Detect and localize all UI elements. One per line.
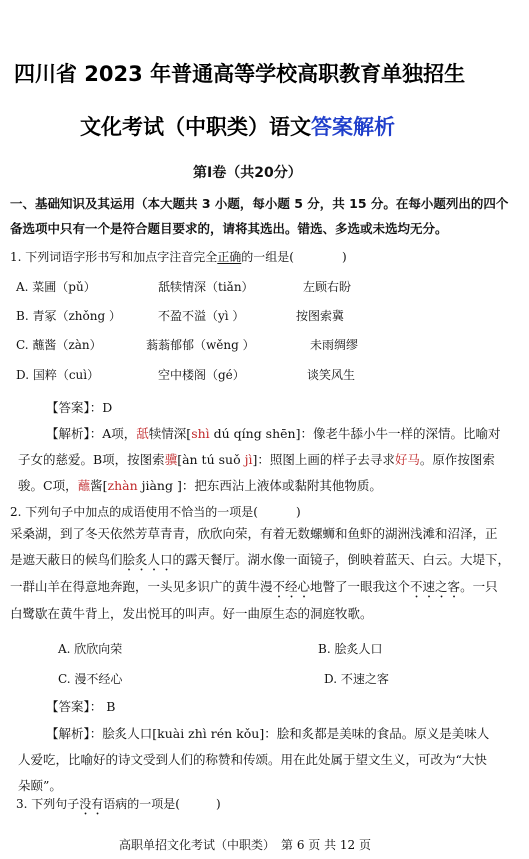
q1-explanation-line3 [18, 476, 382, 494]
q2-passage-line3 [10, 577, 498, 601]
q2-answer: 【答案】： B [46, 699, 116, 714]
exp-text: 犊情深[ [148, 426, 192, 441]
exp-text: 骏。C项， [18, 478, 78, 493]
q1-explanation-line2 [18, 450, 495, 468]
section-heading: 第Ⅰ卷（共20分） [193, 165, 302, 181]
q1-answer: 【答案】：D [46, 400, 113, 415]
q1-option-b-word3: 按图索冀 [296, 309, 345, 323]
q1-option-b-word2: 不盈不溢（yì ） [158, 309, 245, 323]
passage-text: 地瞥了一眼我这个 [310, 579, 411, 594]
q1-option-c: C. 蘸酱（zàn） [16, 338, 102, 352]
q1-stem-close: ) [341, 250, 347, 264]
exp-red-pinyin: shì [191, 426, 210, 441]
q3-stem-text-2: 语病的一项是( [103, 797, 180, 811]
q3-stem-text: 3. 下列句子 [16, 797, 80, 811]
exp-red-char: 骥 [164, 452, 178, 467]
q2-explanation-line2: 人爱吃，比喻好的诗文受到人们的称赞和传颂。用在此处属于望文生义，可改为“大快 [18, 752, 487, 767]
exp-red-pinyin: jì [244, 452, 253, 467]
q2-stem-text: 2. 下列句子中加点的成语使用不恰当的一项是( [10, 505, 258, 519]
q1-stem [10, 248, 347, 265]
exp-red-word: 好马 [394, 452, 420, 467]
q2-passage-line2 [10, 550, 510, 574]
passage-dotted-idiom: 不速之客 [410, 579, 461, 594]
exp-text: [àn tú suǒ [177, 452, 245, 467]
q2-stem [10, 503, 301, 520]
q1-option-c-word2: 蓊蓊郁郁（wěng ） [146, 338, 255, 352]
q1-option-d: D. 国粹（cuì） [16, 368, 100, 382]
q2-explanation-line1: 【解析】：脍炙人口[kuài zhì rén kǒu]：脍和炙都是美味的食品。原义是美味人 [46, 726, 490, 741]
part-title-line2: 备选项中只有一个是符合题目要求的，请将其选出。错选、多选或未选均无分。 [10, 221, 448, 236]
exp-text: 子女的慈爱。B项，按图索 [18, 452, 165, 467]
q1-stem-text: 1. 下列词语字形书写和加点字注音完全 [10, 250, 218, 264]
exp-text: dú qíng shēn]：像老牛舔小牛一样的深情。比喻对 [209, 426, 501, 441]
q1-stem-emphasis: 正确 [217, 250, 242, 264]
page-title-line2 [80, 111, 395, 141]
q1-stem-text-2: 的一组是( [241, 250, 294, 264]
passage-text: 的露天餐厅。湖水像一面镜子，倒映着蓝天、白云。大堤下， [172, 552, 511, 567]
q3-stem-close: ) [215, 797, 221, 811]
exp-red-char: 蘸 [77, 478, 91, 493]
q2-explanation-line3: 朵颐”。 [18, 778, 62, 793]
q1-explanation-line1 [46, 424, 500, 442]
exp-text: 酱[ [90, 478, 108, 493]
q1-option-d-word3: 谈笑风生 [307, 368, 356, 382]
exp-text: 。原作按图索 [419, 452, 495, 467]
q2-passage-line1: 采桑湖，到了冬天依然芳草青青，欣欣向荣，有着无数螺蛳和鱼虾的湖洲浅滩和沼泽，正 [10, 526, 498, 541]
q2-stem-close: ) [295, 505, 301, 519]
q1-option-c-word3: 未雨绸缪 [310, 338, 359, 352]
q1-option-a: A. 菜圃（pǔ） [16, 280, 96, 294]
passage-text: 一群山羊在得意地奔跑，一头见多识广的黄牛漫 [10, 579, 273, 594]
q2-passage-line4: 白鹭歇在黄牛背上，发出悦耳的叫声。好一曲原生态的洞庭牧歌。 [10, 606, 373, 621]
page-footer: 高职单招文化考试（中职类） 第 6 页 共 12 页 [119, 838, 371, 852]
exp-red-char: 舐 [136, 426, 149, 441]
part-title-line1: 一、基础知识及其运用（本大题共 3 小题，每小题 5 分，共 15 分。在每小题列出的四个 [10, 196, 509, 211]
passage-text: 是遮天蔽日的候鸟们 [10, 552, 123, 567]
exp-red-pinyin: zhàn [107, 478, 138, 493]
q1-option-a-word3: 左顾右盼 [303, 280, 352, 294]
title-black-part: 文化考试（中职类）语文 [80, 115, 311, 139]
title-blue-part: 答案解析 [311, 115, 395, 139]
q1-option-a-word2: 舐犊情深（tiǎn） [158, 280, 254, 294]
exp-text: 【解析】：A项， [46, 426, 137, 441]
q3-stem-dotted: 没有 [79, 797, 104, 811]
passage-dotted-idiom: 脍炙人口 [122, 552, 173, 567]
q2-option-b: B. 脍炙人口 [318, 642, 383, 656]
exp-text: ]：照图上画的样子去寻求 [252, 452, 395, 467]
passage-text: 。一只 [460, 579, 498, 594]
passage-dotted-idiom: 不经心 [272, 579, 311, 594]
q2-option-c: C. 漫不经心 [58, 672, 123, 686]
q3-stem [16, 795, 221, 818]
q2-option-d: D. 不速之客 [324, 672, 389, 686]
q1-option-b: B. 青冢（zhǒng ） [16, 309, 121, 323]
page-title-line1: 四川省 2023 年普通高等学校高职教育单独招生 [14, 62, 466, 86]
q2-option-a: A. 欣欣向荣 [58, 642, 123, 656]
q1-option-d-word2: 空中楼阁（gé） [158, 368, 245, 382]
exp-text: jiàng ]：把东西沾上液体或黏附其他物质。 [137, 478, 382, 493]
